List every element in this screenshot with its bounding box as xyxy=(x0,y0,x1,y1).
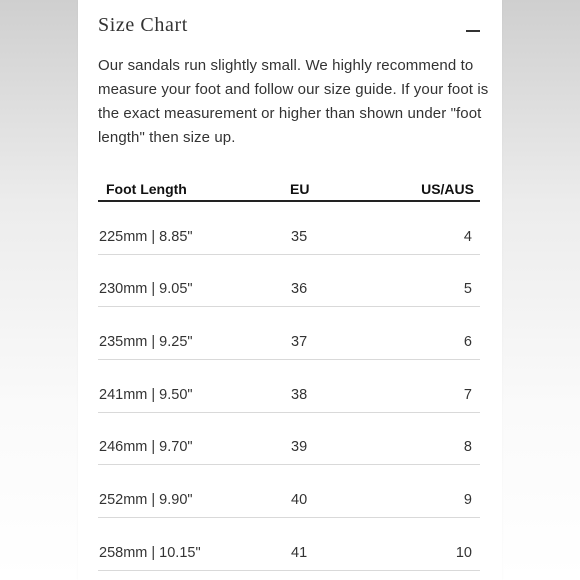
size-chart-header[interactable] xyxy=(98,14,482,42)
us-size-cell: 7 xyxy=(463,386,472,403)
us-size-cell: 6 xyxy=(463,334,472,351)
background-right xyxy=(502,0,580,580)
eu-size-cell: 38 xyxy=(291,386,308,403)
minus-icon[interactable] xyxy=(466,30,480,32)
eu-size-cell: 41 xyxy=(291,544,308,561)
size-table xyxy=(98,178,480,571)
foot-length-cell: 230mm | 9.05" xyxy=(99,281,193,298)
table-row xyxy=(98,255,480,308)
foot-length-cell: 241mm | 9.50" xyxy=(99,386,193,403)
foot-length-cell: 235mm | 9.25" xyxy=(99,334,193,351)
table-row xyxy=(98,307,480,360)
table-row xyxy=(98,360,480,413)
table-row xyxy=(98,202,480,255)
background-left xyxy=(0,0,78,580)
size-chart-title: Size Chart xyxy=(98,14,188,36)
us-size-cell: 5 xyxy=(463,281,472,298)
foot-length-cell: 252mm | 9.90" xyxy=(99,492,193,509)
column-header-foot-length: Foot Length xyxy=(106,181,187,197)
eu-size-cell: 35 xyxy=(291,228,308,245)
eu-size-cell: 37 xyxy=(291,334,308,351)
eu-size-cell: 36 xyxy=(291,281,308,298)
eu-size-cell: 40 xyxy=(291,492,308,509)
foot-length-cell: 225mm | 8.85" xyxy=(99,228,193,245)
size-chart-panel xyxy=(78,0,502,580)
table-row xyxy=(98,413,480,466)
us-size-cell: 10 xyxy=(455,544,472,561)
us-size-cell: 4 xyxy=(463,228,472,245)
size-chart-intro: Our sandals run slightly small. We highly recommend to measure your foot and follow our size guide. If your foot is the exact measurement or higher than shown under "foot length" then size up. xyxy=(98,57,489,146)
table-row xyxy=(98,518,480,571)
us-size-cell: 8 xyxy=(463,439,472,456)
column-header-eu: EU xyxy=(290,181,310,197)
foot-length-cell: 258mm | 10.15" xyxy=(99,544,201,561)
column-header-us-aus: US/AUS xyxy=(421,181,474,197)
foot-length-cell: 246mm | 9.70" xyxy=(99,439,193,456)
size-table-header xyxy=(98,178,480,202)
table-row xyxy=(98,465,480,518)
eu-size-cell: 39 xyxy=(291,439,308,456)
us-size-cell: 9 xyxy=(463,492,472,509)
